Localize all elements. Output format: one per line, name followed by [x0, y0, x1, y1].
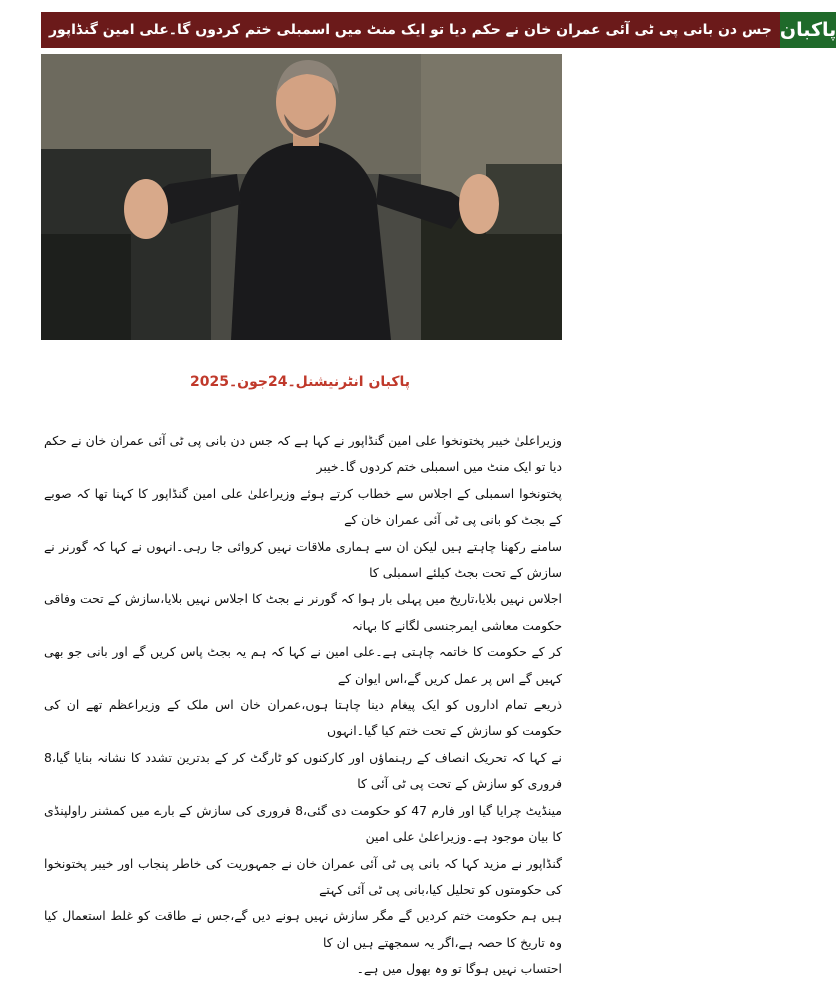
article-line: پختونخوا اسمبلی کے اجلاس سے خطاب کرتے ہوئے وزیراعلیٰ علی امین گنڈاپور کا کہنا تھا کہ صوبے کے بجٹ کو بانی پی ٹی آئی عمران خان کے: [44, 485, 562, 528]
article-line: احتساب نہیں ہوگا تو وہ بھول میں ہے۔: [356, 961, 562, 977]
header-banner: [41, 12, 836, 48]
article-line: نے کہا کہ تحریک انصاف کے رہنماؤں اور کارکنوں کو ٹارگٹ کر کے بدترین تشدد کا نشانہ بنایا گیا،8 فروری کو سازش کے تحت پی ٹی آئی کا: [44, 749, 562, 792]
article-line: وزیراعلیٰ خیبر پختونخوا علی امین گنڈاپور نے کہا ہے کہ جس دن بانی پی ٹی آئی عمران خان نے حکم دیا تو ایک منٹ میں اسمبلی ختم کردوں گا۔خیبر: [44, 433, 562, 475]
article-line: اجلاس نہیں بلایا،تاریخ میں پہلی بار ہوا کہ گورنر نے بجٹ کا اجلاس نہیں بلایا،سازش کے تحت وفاقی حکومت معاشی ایمرجنسی لگانے کا بہانہ: [44, 591, 562, 633]
brand-logo: پاکبان: [780, 12, 836, 48]
article-body: [44, 428, 562, 983]
headline: جس دن بانی پی ٹی آئی عمران خان نے حکم دیا تو ایک منٹ میں اسمبلی ختم کردوں گا۔علی امین گنڈاپور: [41, 12, 780, 48]
article-line: گنڈاپور نے مزید کہا کہ بانی پی ٹی آئی عمران خان نے جمہوریت کی خاطر پنجاب اور خیبر پختونخوا کی حکومتوں کو تحلیل کیا،بانی پی ٹی آئی کہتے: [44, 855, 562, 897]
article-line: کر کے حکومت کا خاتمہ چاہتی ہے۔علی امین نے کہا کہ ہم یہ بجٹ پاس کریں گے اور بانی جو بھی کہیں گے اس پر عمل کریں گے،اس ایوان کے: [44, 644, 562, 686]
article-line: سامنے رکھنا چاہتے ہیں لیکن ان سے ہماری ملاقات نہیں کروائی جا رہی۔انہوں نے کہا کہ گورنر نے سازش کے تحت بجٹ کیلئے اسمبلی کا: [44, 538, 562, 581]
dateline: پاکبان انٹرنیشنل۔24جون۔2025: [189, 374, 411, 390]
speaker-photo-icon: [41, 54, 562, 340]
article-line: مینڈیٹ چرایا گیا اور فارم 47 کو حکومت دی گئی،8 فروری کی سازش کے بارے میں کمشنر راولپنڈی کا بیان موجود ہے۔وزیراعلیٰ علی امین: [44, 802, 562, 845]
article-line: ذریعے تمام اداروں کو ایک پیغام دینا چاہتا ہوں،عمران خان اس ملک کے وزیراعظم تھے ان کی حکومت کو سازش کے تحت ختم کیا گیا۔انہوں: [44, 697, 562, 739]
article-line: ہیں ہم حکومت ختم کردیں گے مگر سازش نہیں ہونے دیں گے،جس نے طاقت کو غلط استعمال کیا وہ تاریخ کا حصہ ہے،اگر یہ سمجھتے ہیں ان کا: [44, 908, 562, 950]
article-photo: [41, 54, 562, 340]
